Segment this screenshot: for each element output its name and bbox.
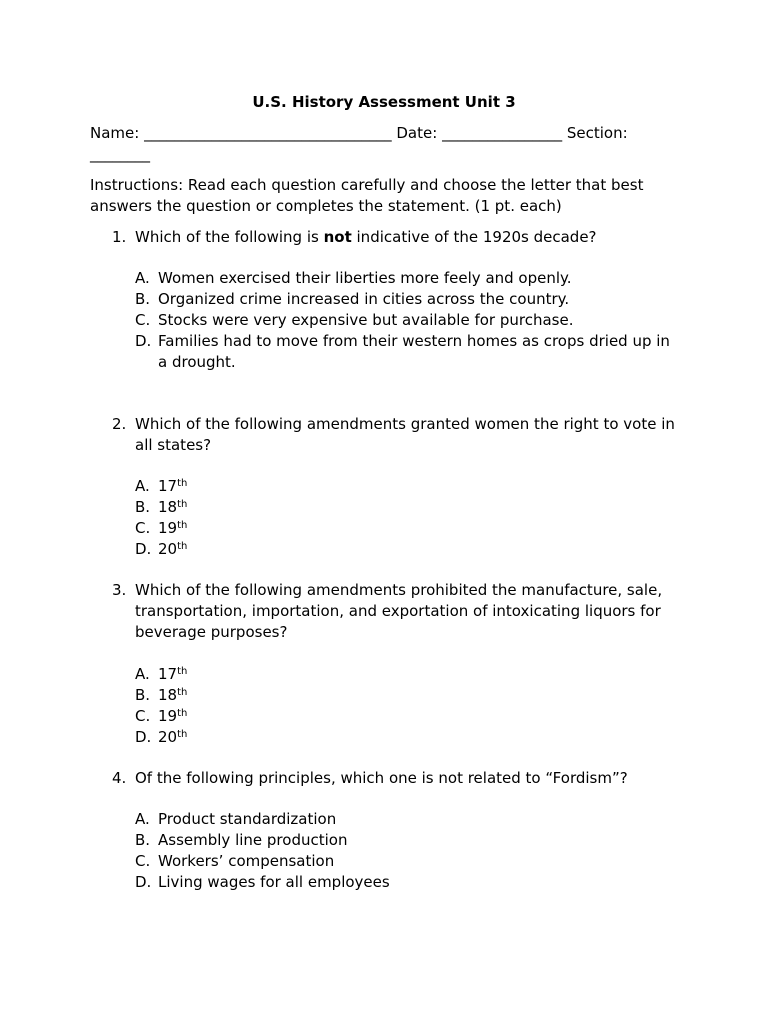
choice-letter: B. (135, 831, 151, 849)
question-text: Which of the following amendments prohibited the manufacture, sale, transportation, importation, and exportation of intoxicating liquors for beverage purposes? (135, 581, 663, 641)
question-text-part: indicative of the 1920s decade? (351, 228, 597, 246)
question-2-choices (135, 476, 675, 560)
choice-a (135, 268, 675, 289)
instructions: Instructions: Read each question carefully and choose the letter that best answers the question or completes the statement. (1 pt. each) (90, 176, 644, 215)
choice-letter: D. (135, 332, 152, 350)
question-number: 3. (112, 581, 127, 599)
choice-b (135, 685, 675, 706)
name-blank: _________________________________ (144, 124, 392, 142)
document-title: U.S. History Assessment Unit 3 (252, 93, 516, 111)
date-blank: ________________ (442, 124, 563, 142)
question-text: Which of the following amendments granted women the right to vote in all states? (135, 415, 675, 454)
choice-d (135, 872, 675, 893)
choice-c (135, 851, 675, 872)
ordinal-suffix: th (177, 666, 188, 677)
question-number: 2. (112, 415, 127, 433)
question-4 (112, 768, 692, 789)
question-emphasis: not (323, 228, 352, 246)
choice-letter: A. (135, 665, 150, 683)
choice-letter: C. (135, 311, 151, 329)
choice-letter: A. (135, 477, 150, 495)
question-1 (112, 227, 692, 248)
choice-b (135, 289, 675, 310)
choice-letter: A. (135, 810, 150, 828)
choice-a (135, 476, 675, 497)
ordinal-suffix: th (177, 520, 188, 531)
choice-letter: B. (135, 290, 151, 308)
question-number: 1. (112, 228, 127, 246)
choice-a (135, 664, 675, 685)
section-label: Section: (566, 124, 628, 142)
question-4-choices (135, 809, 675, 893)
choice-letter: A. (135, 269, 150, 287)
choice-text: Assembly line production (158, 831, 348, 849)
choice-letter: B. (135, 498, 151, 516)
choice-d (135, 727, 675, 748)
choice-text: Women exercised their liberties more feely and openly. (158, 269, 572, 287)
choice-text: 17 (158, 665, 178, 683)
section-blank: ________ (90, 145, 150, 163)
question-3 (112, 580, 692, 643)
choice-text: 20 (158, 540, 178, 558)
choice-c (135, 706, 675, 727)
choice-text: Living wages for all employees (158, 873, 390, 891)
choice-text: 17 (158, 477, 178, 495)
ordinal-suffix: th (177, 729, 188, 740)
choice-text: 19 (158, 519, 178, 537)
name-label: Name: (90, 124, 140, 142)
choice-text: Workers’ compensation (158, 852, 335, 870)
ordinal-suffix: th (177, 708, 188, 719)
choice-c (135, 310, 675, 331)
choice-letter: C. (135, 519, 151, 537)
choice-b (135, 497, 675, 518)
student-info-line (90, 123, 690, 165)
choice-d (135, 331, 675, 373)
date-label: Date: (396, 124, 438, 142)
choice-text: Families had to move from their western homes as crops dried up in a drought. (158, 332, 670, 371)
question-number: 4. (112, 769, 127, 787)
question-text (135, 227, 692, 248)
choice-a (135, 809, 675, 830)
ordinal-suffix: th (177, 687, 188, 698)
ordinal-suffix: th (177, 478, 188, 489)
choice-letter: D. (135, 873, 152, 891)
choice-letter: C. (135, 852, 151, 870)
choice-letter: D. (135, 540, 152, 558)
choice-text: Stocks were very expensive but available for purchase. (158, 311, 574, 329)
choice-text: 18 (158, 686, 178, 704)
choice-text: 18 (158, 498, 178, 516)
choice-c (135, 518, 675, 539)
choice-b (135, 830, 675, 851)
choice-letter: B. (135, 686, 151, 704)
question-text-part: Which of the following is (135, 228, 324, 246)
choice-letter: C. (135, 707, 151, 725)
question-3-choices (135, 664, 675, 748)
choice-d (135, 539, 675, 560)
question-text: Of the following principles, which one is not related to “Fordism”? (135, 769, 628, 787)
choice-text: Organized crime increased in cities across the country. (158, 290, 570, 308)
choice-text: 20 (158, 728, 178, 746)
ordinal-suffix: th (177, 541, 188, 552)
ordinal-suffix: th (177, 499, 188, 510)
choice-text: 19 (158, 707, 178, 725)
choice-letter: D. (135, 728, 152, 746)
question-2 (112, 414, 692, 456)
choice-text: Product standardization (158, 810, 337, 828)
question-1-choices (135, 268, 675, 373)
